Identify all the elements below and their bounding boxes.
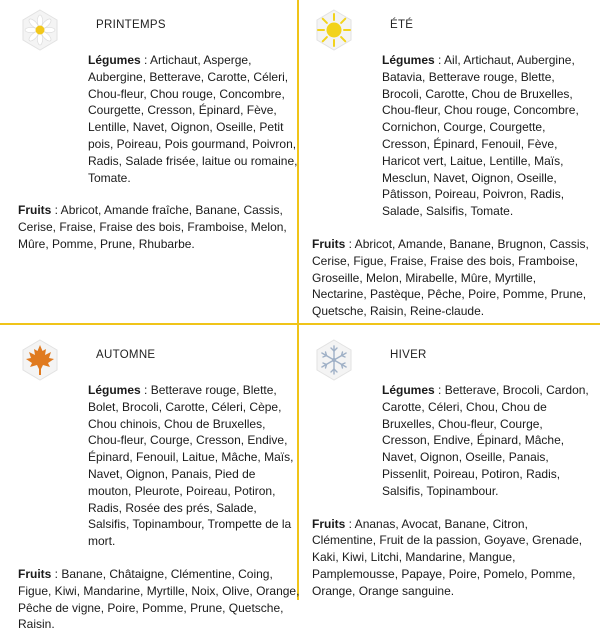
vegetables-list: : Betterave rouge, Blette, Bolet, Brocoli, Carotte, Céleri, Cèpe, Chou chinois, Chou de Bruxelles, Chou-fleur, Courge, Cresson, Endive, Épinard, Fenouil, Laitue, Mâche, Maïs, Navet, Oignon, Panais, Pied de mouton, Pleurote, Poireau, Potiron, Radis, Rosée des prés, Salade, Salsifis, Topinambour, Trompette de la mort. xyxy=(88,383,294,549)
fruits-paragraph xyxy=(312,236,594,320)
quadrant-autumn xyxy=(18,338,300,633)
season-title: PRINTEMPS xyxy=(96,19,166,31)
season-header xyxy=(312,8,594,52)
fruits-list: : Ananas, Avocat, Banane, Citron, Clémentine, Fruit de la passion, Goyave, Grenade, Kaki, Kiwi, Litchi, Mandarine, Mangue, Pamplemousse, Papaye, Poire, Pomelo, Pomme, Orange, Orange sanguine. xyxy=(312,516,583,598)
vegetables-label: Légumes xyxy=(88,383,141,397)
vegetables-paragraph xyxy=(18,52,300,186)
season-title: HIVER xyxy=(390,349,427,361)
season-header xyxy=(18,338,300,382)
snowflake-icon xyxy=(312,338,356,382)
season-title: AUTOMNE xyxy=(96,349,156,361)
vegetables-list: : Ail, Artichaut, Aubergine, Batavia, Betterave rouge, Blette, Brocoli, Carotte, Chou de Bruxelles, Chou-fleur, Chou rouge, Concombre, Cornichon, Courge, Courgette, Cresson, Épinard, Fenouil, Fève, Haricot vert, Laitue, Lentille, Maïs, Mesclun, Navet, Oignon, Oseille, Pâtisson, Poireau, Poivron, Radis, Salade, Salsifis, Tomate. xyxy=(382,53,579,219)
horizontal-divider xyxy=(0,323,600,325)
fruits-paragraph xyxy=(18,202,300,252)
quadrant-winter xyxy=(312,338,594,600)
fruits-label: Fruits xyxy=(18,566,52,581)
season-header xyxy=(312,338,594,382)
quadrant-summer xyxy=(312,8,594,320)
fruits-paragraph xyxy=(18,566,300,633)
fruits-label: Fruits xyxy=(18,203,52,218)
vegetables-label: Légumes xyxy=(88,53,141,67)
quadrant-spring xyxy=(18,8,300,253)
vegetables-list: : Artichaut, Asperge, Aubergine, Betterave, Carotte, Céleri, Chou-fleur, Chou rouge, Concombre, Courgette, Cresson, Épinard, Fève, Lentille, Navet, Oignon, Oseille, Petit pois, Poireau, Pois gourmand, Poivron, Radis, Salade frisée, laitue ou romaine, Tomate. xyxy=(88,53,298,185)
sun-icon xyxy=(312,8,356,52)
vegetables-label: Légumes xyxy=(382,383,435,397)
vegetables-paragraph xyxy=(312,52,594,220)
vegetables-paragraph xyxy=(18,382,300,550)
season-header xyxy=(18,8,300,52)
fruits-list: : Abricot, Amande, Banane, Brugnon, Cassis, Cerise, Figue, Fraise, Fraise des bois, Framboise, Groseille, Melon, Mirabelle, Mûre, Myrtille, Nectarine, Pastèque, Pêche, Poire, Pomme, Prune, Quetsche, Raisin, Reine-claude. xyxy=(312,236,589,319)
maple-leaf-icon xyxy=(18,338,62,382)
vegetables-label: Légumes xyxy=(382,53,435,67)
fruits-list: : Banane, Châtaigne, Clémentine, Coing, Figue, Kiwi, Mandarine, Myrtille, Noix, Olive, Orange, Pêche de vigne, Poire, Pomme, Prune, Quetsche, Raisin. xyxy=(18,566,300,632)
fruits-paragraph xyxy=(312,516,594,600)
daisy-icon xyxy=(18,8,62,52)
vegetables-list: : Betterave, Brocoli, Cardon, Carotte, Céleri, Chou, Chou de Bruxelles, Chou-fleur, Courge, Cresson, Endive, Épinard, Mâche, Navet, Oignon, Oseille, Panais, Pissenlit, Poireau, Potiron, Radis, Salsifis, Topinambour. xyxy=(382,383,589,498)
vegetables-paragraph xyxy=(312,382,594,500)
season-title: ÉTÉ xyxy=(390,19,414,31)
fruits-label: Fruits xyxy=(312,236,346,251)
fruits-label: Fruits xyxy=(312,516,346,531)
fruits-list: : Abricot, Amande fraîche, Banane, Cassis, Cerise, Fraise, Fraise des bois, Framboise, Melon, Mûre, Pomme, Prune, Rhubarbe. xyxy=(18,203,287,251)
